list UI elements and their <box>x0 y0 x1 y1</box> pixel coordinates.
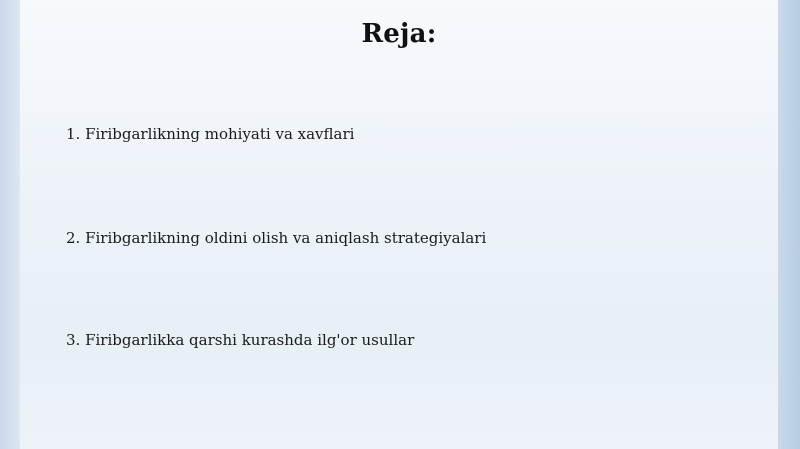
list-item: 2. Firibgarlikning oldini olish va aniqlash strategiyalari <box>66 229 487 247</box>
slide-title: Reja: <box>361 19 437 49</box>
list-item: 1. Firibgarlikning mohiyati va xavflari <box>66 125 355 143</box>
slide <box>20 0 778 449</box>
list-item: 3. Firibgarlikka qarshi kurashda ilg'or usullar <box>66 331 415 349</box>
